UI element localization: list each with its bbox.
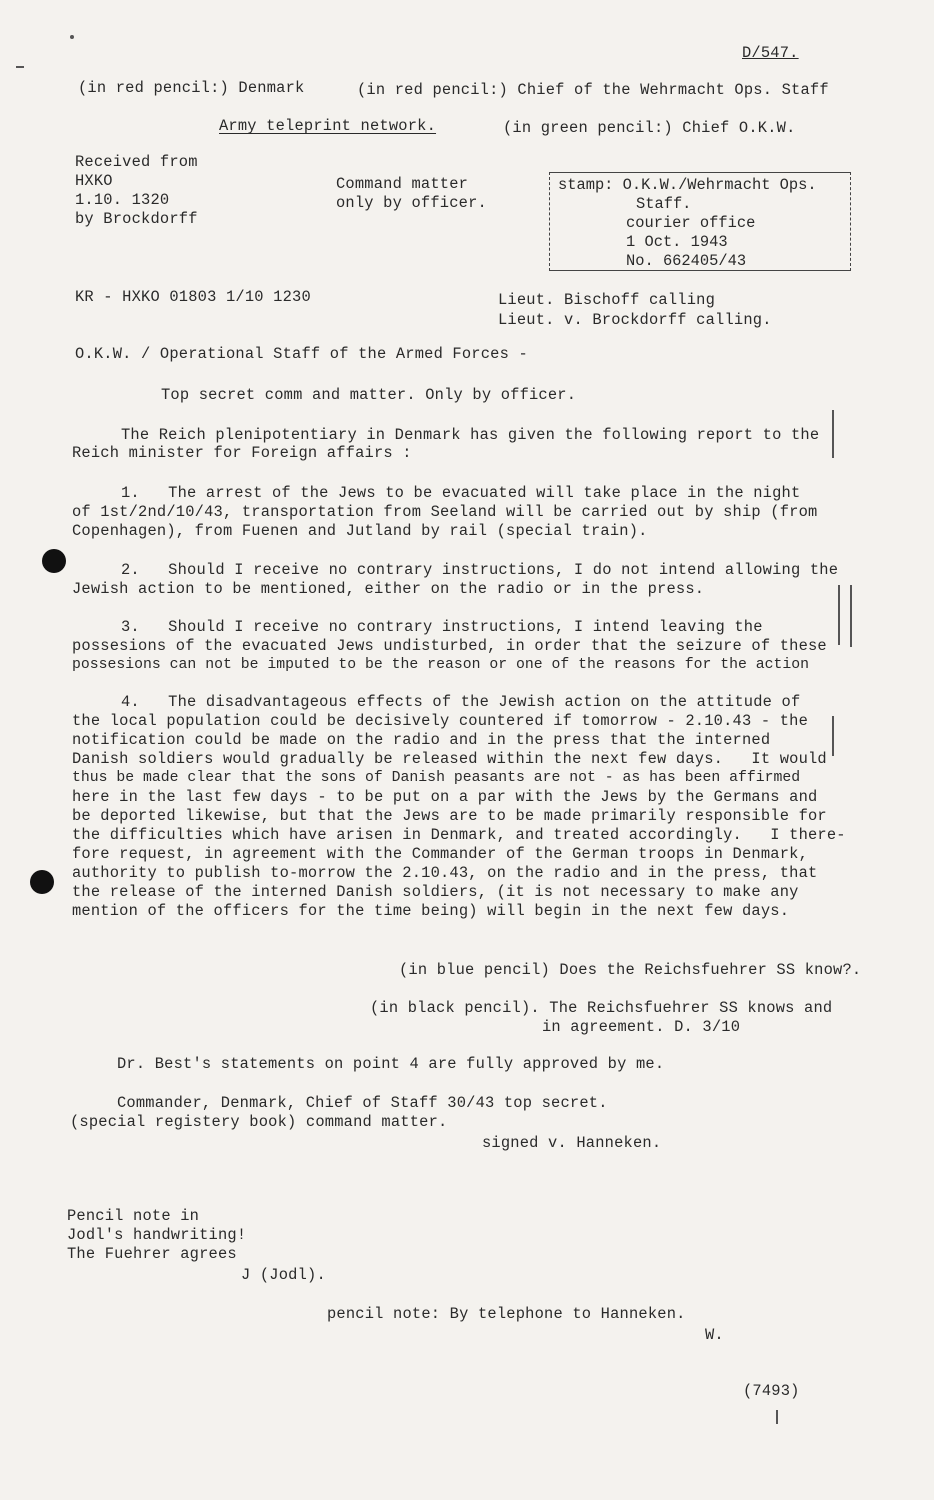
point-4-line-12: mention of the officers for the time being) will begin in the next few days.: [72, 902, 790, 920]
margin-dot-top: [70, 35, 74, 39]
point-1-line-2: of 1st/2nd/10/43, transportation from Seeland will be carried out by ship (from: [72, 503, 818, 521]
black-pencil-note-1: (in black pencil). The Reichsfuehrer SS knows and: [370, 999, 833, 1017]
pencil-note-line-1: Pencil note in: [67, 1207, 200, 1225]
jodl-initial: J (Jodl).: [241, 1266, 326, 1284]
courier-office-stamp: [549, 172, 851, 271]
point-3-line-1: 3. Should I receive no contrary instructions, I intend leaving the: [121, 618, 763, 636]
approval-line: Dr. Best's statements on point 4 are fully approved by me.: [117, 1055, 665, 1073]
stamp-line-5: No. 662405/43: [626, 252, 747, 270]
address-line: O.K.W. / Operational Staff of the Armed Forces -: [75, 345, 528, 363]
point-4-line-1: 4. The disadvantageous effects of the Jewish action on the attitude of: [121, 693, 801, 711]
pencil-note-line-2: Jodl's handwriting!: [67, 1226, 247, 1244]
point-4-line-8: the difficulties which have arisen in Denmark, and treated accordingly. I there-: [72, 826, 846, 844]
point-3-line-3: possesions can not be imputed to be the reason or one of the reasons for the action: [72, 657, 810, 673]
received-line-3: 1.10. 1320: [75, 191, 170, 209]
calling-line-2: Lieut. v. Brockdorff calling.: [498, 311, 772, 329]
point-1-line-3: Copenhagen), from Fuenen and Jutland by rail (special train).: [72, 522, 648, 540]
received-line-2: HXKO: [75, 172, 113, 190]
routing-line: KR - HXKO 01803 1/10 1230: [75, 288, 311, 306]
initial-w: W.: [705, 1326, 724, 1344]
stamp-line-1: stamp: O.K.W./Wehrmacht Ops.: [558, 176, 817, 194]
point-4-line-10: authority to publish to-morrow the 2.10.43, on the radio and in the press, that: [72, 864, 818, 882]
classification-line: Top secret comm and matter. Only by officer.: [161, 386, 577, 404]
margin-tick-top: [16, 66, 24, 68]
point-4-line-4: Danish soldiers would gradually be released within the next few days. It would: [72, 750, 827, 768]
stamp-line-3: courier office: [626, 214, 756, 232]
commander-line-2: (special registery book) command matter.: [70, 1113, 448, 1131]
margin-line-right-1: [832, 410, 834, 458]
point-1-line-1: 1. The arrest of the Jews to be evacuated will take place in the night: [121, 484, 801, 502]
intro-line-1: The Reich plenipotentiary in Denmark has given the following report to the: [121, 426, 820, 444]
received-line-4: by Brockdorff: [75, 210, 198, 228]
command-line-1: Command matter: [336, 175, 469, 193]
point-4-line-9: fore request, in agreement with the Commander of the German troops in Denmark,: [72, 845, 808, 863]
calling-line-1: Lieut. Bischoff calling: [498, 291, 716, 309]
punch-hole-bottom: [30, 870, 54, 894]
point-2-line-2: Jewish action to be mentioned, either on the radio or in the press.: [72, 580, 705, 598]
received-line-1: Received from: [75, 153, 198, 171]
margin-line-right-4: [832, 716, 834, 756]
pencil-note-line-3: The Fuehrer agrees: [67, 1245, 237, 1263]
stamp-line-2: Staff.: [636, 195, 692, 213]
telephone-note: pencil note: By telephone to Hanneken.: [327, 1305, 686, 1323]
network-title: Army teleprint network.: [219, 117, 437, 135]
point-2-line-1: 2. Should I receive no contrary instructions, I do not intend allowing the: [121, 561, 839, 579]
point-4-line-3: notification could be made on the radio and in the press that the interned: [72, 731, 771, 749]
header-left-note: (in red pencil:) Denmark: [78, 79, 305, 97]
document-reference: D/547.: [742, 44, 799, 62]
point-4-line-6: here in the last few days - to be put on a par with the Jews by the Germans and: [72, 788, 818, 806]
point-4-line-11: the release of the interned Danish soldiers, (it is not necessary to make any: [72, 883, 799, 901]
point-4-line-5: thus be made clear that the sons of Danish peasants are not - as has been affirmed: [72, 770, 801, 786]
page-number: (7493): [743, 1382, 800, 1400]
margin-line-right-2: [838, 585, 840, 645]
header-right-note: (in red pencil:) Chief of the Wehrmacht Ops. Staff: [357, 81, 829, 99]
command-line-2: only by officer.: [336, 194, 487, 212]
signature-line: signed v. Hanneken.: [482, 1134, 662, 1152]
margin-tick-bottom: [776, 1410, 778, 1424]
punch-hole-top: [42, 549, 66, 573]
green-pencil-note: (in green pencil:) Chief O.K.W.: [503, 119, 796, 137]
point-4-line-7: be deported likewise, but that the Jews are to be made primarily responsible for: [72, 807, 827, 825]
intro-line-2: Reich minister for Foreign affairs :: [72, 444, 412, 462]
black-pencil-note-2: in agreement. D. 3/10: [542, 1018, 741, 1036]
point-4-line-2: the local population could be decisively countered if tomorrow - 2.10.43 - the: [72, 712, 808, 730]
margin-line-right-3: [850, 585, 852, 647]
commander-line-1: Commander, Denmark, Chief of Staff 30/43 top secret.: [117, 1094, 608, 1112]
point-3-line-2: possesions of the evacuated Jews undisturbed, in order that the seizure of these: [72, 637, 827, 655]
blue-pencil-note: (in blue pencil) Does the Reichsfuehrer SS know?.: [399, 961, 862, 979]
stamp-line-4: 1 Oct. 1943: [626, 233, 728, 251]
